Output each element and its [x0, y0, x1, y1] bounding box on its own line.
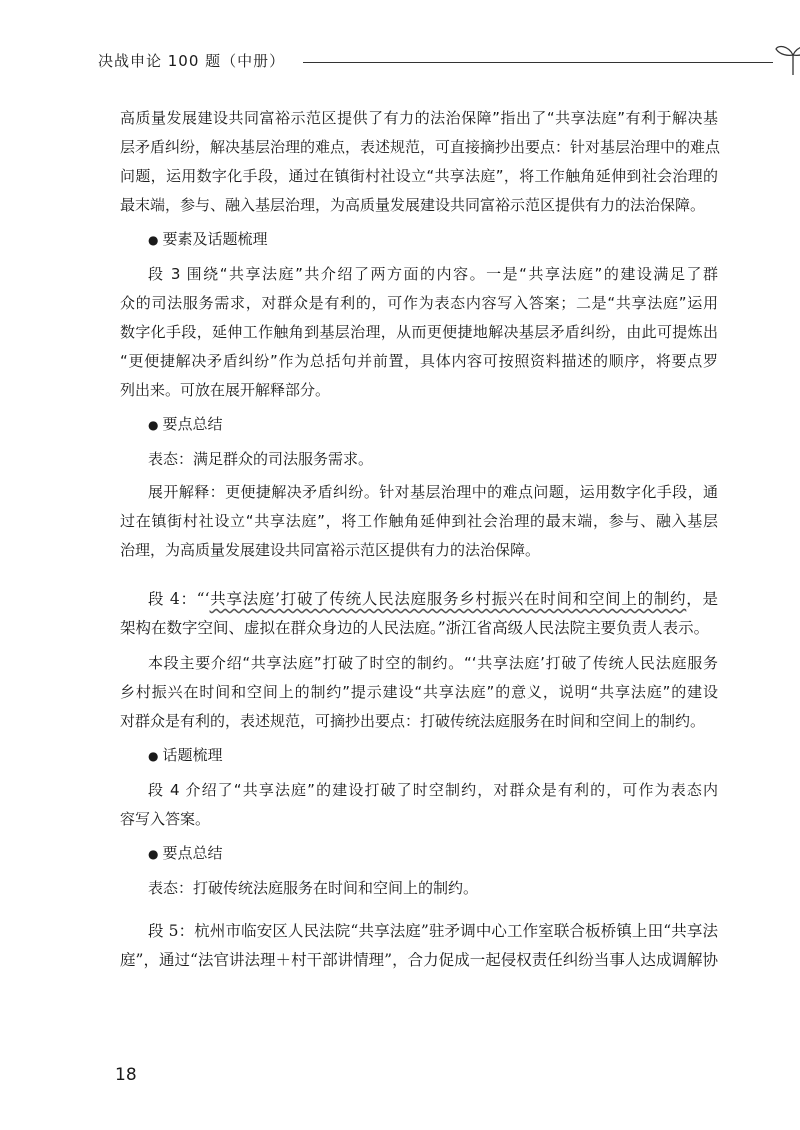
wavy-underlined-text: 共享法庭’打破了传统人民法庭服务乡村振兴在时间和空间上的制约 — [209, 590, 687, 608]
text-line: 高质量发展建设共同富裕示范区提供了有力的法治保障”指出了“共享法庭”有利于解决基 — [120, 109, 718, 127]
paragraph-4 — [120, 776, 718, 834]
text-line: 众的司法服务需求，对群众是有利的，可作为表态内容写入答案；二是“共享法庭”运用 — [120, 294, 718, 312]
sprout-icon — [774, 42, 800, 76]
text-line: “更便捷解决矛盾纠纷”作为总括句并前置，具体内容可按照资料描述的顺序，将要点罗 — [120, 352, 718, 370]
quote-line: 段 5：杭州市临安区人民法院“共享法庭”驻矛调中心工作室联合板桥镇上田“共享法 — [148, 922, 718, 940]
quote-line: 段 4：“‘共享法庭’打破了传统人民法庭服务乡村振兴在时间和空间上的制约，是 — [148, 590, 719, 608]
text-line: 段 4 介绍了“共享法庭”的建设打破了时空制约，对群众是有利的，可作为表态内 — [148, 781, 718, 799]
text-line: 段 3 围绕“共享法庭”共介绍了两方面的内容。一是“共享法庭”的建设满足了群 — [148, 265, 718, 283]
section-heading: ● 话题梳理 — [148, 746, 223, 764]
header-rule — [303, 62, 773, 63]
quote-paragraph-4 — [120, 585, 718, 643]
section-heading: ● 要素及话题梳理 — [148, 230, 268, 248]
section-heading: ● 要点总结 — [148, 844, 223, 862]
stance-line: 表态：打破传统法庭服务在时间和空间上的制约。 — [148, 879, 479, 897]
paragraph-2 — [120, 260, 718, 405]
text-line: 展开解释：更便捷解决矛盾纠纷。针对基层治理中的难点问题，运用数字化手段，通 — [148, 483, 718, 501]
text-line: 数字化手段，延伸工作触角到基层治理，从而更便捷地解决基层矛盾纠纷，由此可提炼出 — [120, 323, 718, 341]
text-line: 层矛盾纠纷，解决基层治理的难点，表述规范，可直接摘抄出要点：针对基层治理中的难点 — [120, 138, 721, 156]
quote-paragraph-5 — [120, 917, 718, 975]
text-line: 治理，为高质量发展建设共同富裕示范区提供有力的法治保障。 — [120, 541, 541, 559]
bullet-icon: ● — [148, 749, 159, 763]
quote-line: 架构在数字空间、虚拟在群众身边的人民法庭。”浙江省高级人民法院主要负责人表示。 — [120, 619, 710, 637]
text-line: 本段主要介绍“共享法庭”打破了时空的制约。“‘共享法庭’打破了传统人民法庭服务 — [148, 654, 718, 672]
stance-line: 表态：满足群众的司法服务需求。 — [148, 450, 374, 468]
page-number: 18 — [115, 1065, 137, 1085]
bullet-icon: ● — [148, 847, 159, 861]
text-line: 容写入答案。 — [120, 810, 211, 828]
text-line: 列出来。可放在展开解释部分。 — [120, 381, 331, 399]
text-line: 问题，运用数字化手段，通过在镇街村社设立“共享法庭”，将工作触角延伸到社会治理的 — [120, 167, 718, 185]
text-line: 乡村振兴在时间和空间上的制约”提示建设“共享法庭”的意义，说明“共享法庭”的建设 — [120, 683, 718, 701]
text-line: 最末端，参与、融入基层治理，为高质量发展建设共同富裕示范区提供有力的法治保障。 — [120, 196, 706, 214]
summary-1 — [120, 445, 718, 565]
summary-2 — [120, 874, 718, 903]
text-line: 对群众是有利的，表述规范，可摘抄出要点：打破传统法庭服务在时间和空间上的制约。 — [120, 712, 706, 730]
bullet-icon: ● — [148, 418, 159, 432]
paragraph-3 — [120, 649, 718, 736]
book-title: 决战申论 100 题（中册） — [98, 52, 286, 70]
bullet-icon: ● — [148, 233, 159, 247]
page-body — [120, 104, 721, 975]
section-heading: ● 要点总结 — [148, 415, 223, 433]
text-line: 过在镇街村社设立“共享法庭”，将工作触角延伸到社会治理的最末端，参与、融入基层 — [120, 512, 718, 530]
quote-line: 庭”，通过“法官讲法理＋村干部讲情理”，合力促成一起侵权责任纠纷当事人达成调解协 — [120, 951, 718, 969]
running-header — [98, 48, 718, 78]
paragraph-1 — [120, 104, 721, 220]
